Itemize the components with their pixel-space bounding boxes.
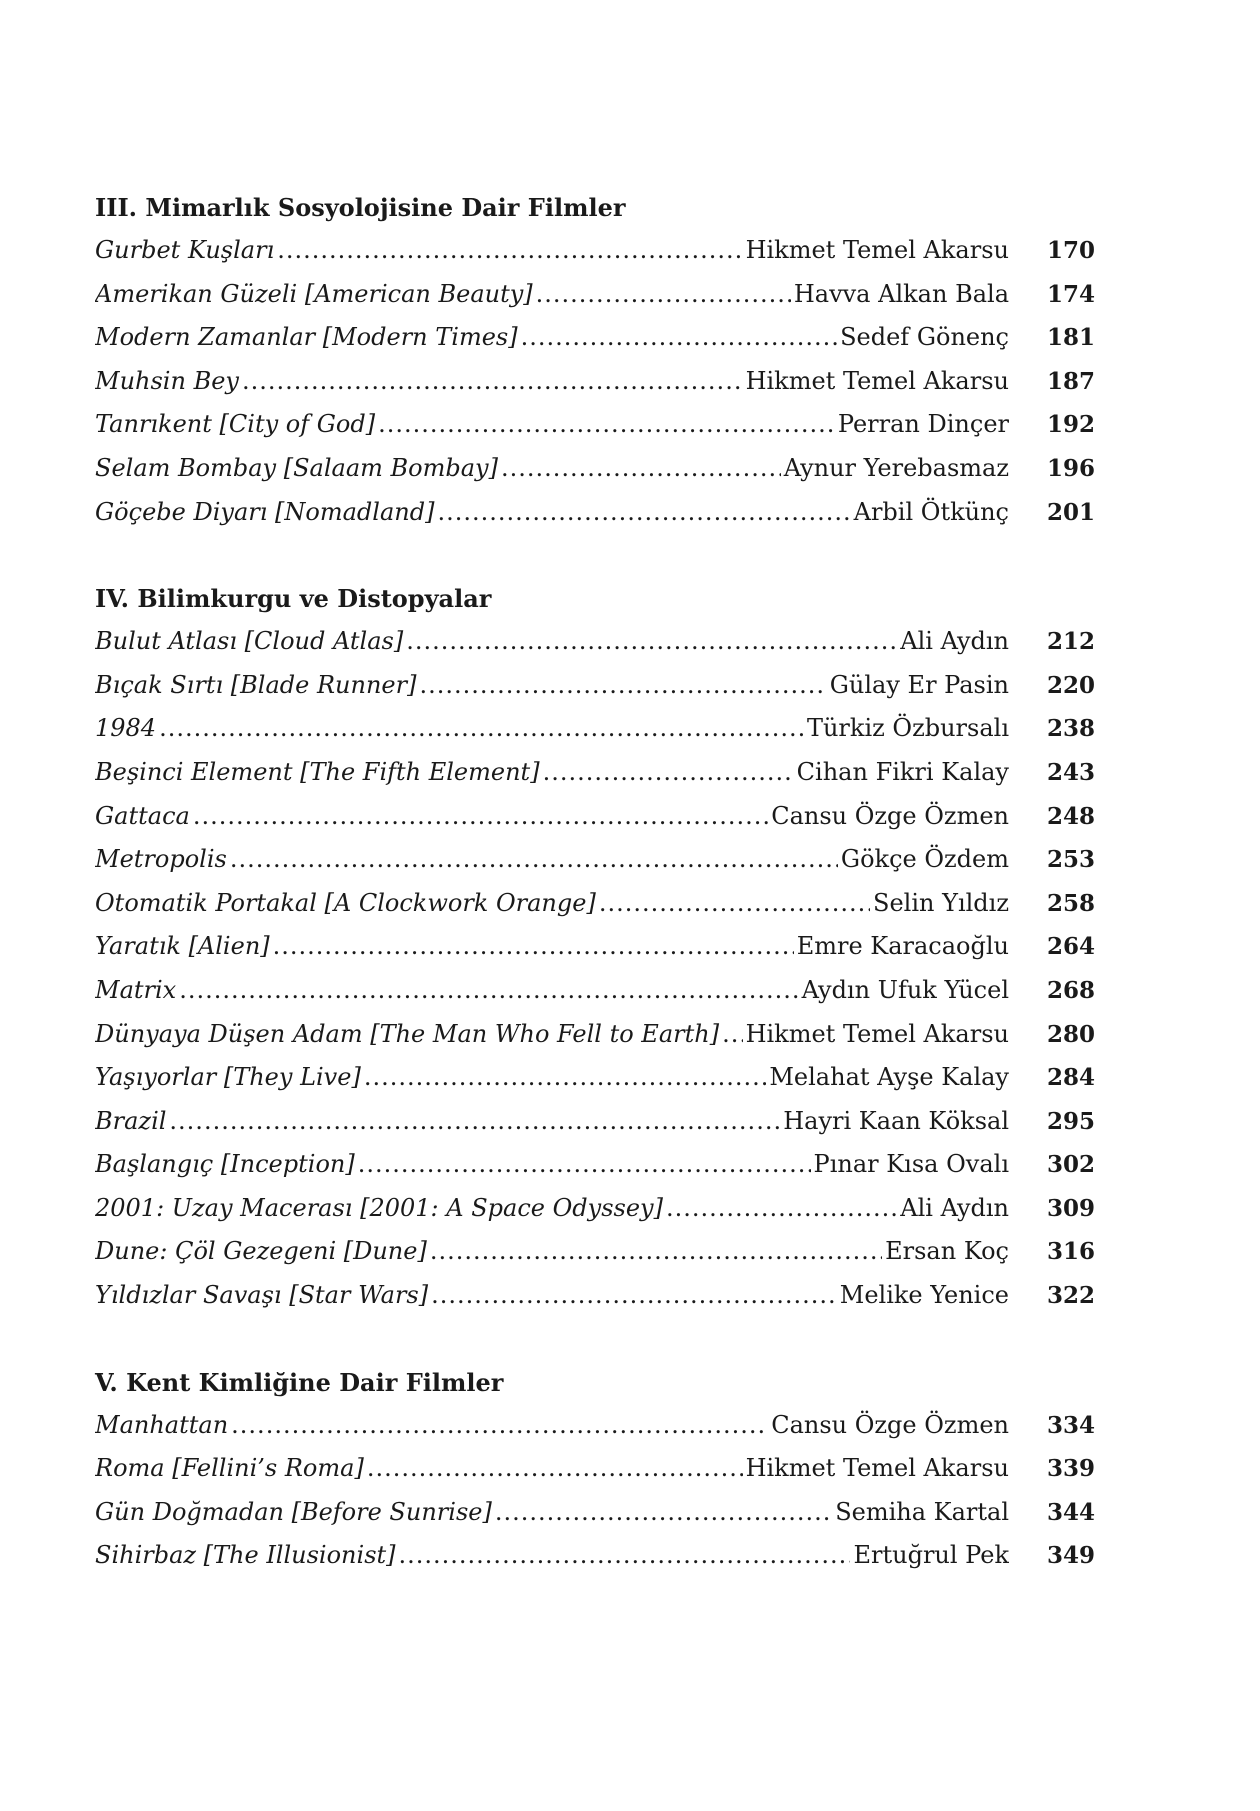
entry-line <box>95 316 1009 360</box>
toc-entry <box>95 969 1095 1013</box>
page-number: 339 <box>1046 1455 1095 1483</box>
page-number: 268 <box>1046 976 1095 1004</box>
entry-line <box>95 620 1009 664</box>
toc-entry <box>95 838 1095 882</box>
author-name: Havva Alkan Bala <box>793 279 1009 308</box>
page-number: 170 <box>1046 237 1095 264</box>
entry-line <box>95 1187 1009 1231</box>
dot-leader <box>406 620 897 664</box>
film-title: Otomatik Portakal [A Clockwork Orange] <box>95 888 596 917</box>
author-name: Aynur Yerebasmaz <box>783 453 1009 482</box>
dot-leader <box>536 273 791 317</box>
dot-leader <box>231 1404 768 1448</box>
author-name: Selin Yıldız <box>873 888 1009 917</box>
author-name: Pınar Kısa Ovalı <box>813 1150 1009 1179</box>
entry-line <box>95 1534 1009 1578</box>
dot-leader <box>230 838 838 882</box>
dot-leader <box>722 1013 743 1057</box>
author-name: Cihan Fikri Kalay <box>796 757 1009 786</box>
film-title: Başlangıç [Inception] <box>95 1150 355 1179</box>
page-number: 344 <box>1046 1498 1095 1526</box>
page-number: 349 <box>1046 1542 1095 1570</box>
film-title: Amerikan Güzeli [American Beauty] <box>95 279 533 308</box>
dot-leader <box>367 1447 743 1491</box>
film-title: Muhsin Bey <box>95 366 239 395</box>
author-name: Melahat Ayşe Kalay <box>769 1063 1009 1092</box>
dot-leader <box>501 447 781 491</box>
author-name: Perran Dinçer <box>837 410 1009 439</box>
film-title: Beşinci Element [The Fifth Element] <box>95 757 540 786</box>
entry-line <box>95 1274 1009 1318</box>
page-number: 220 <box>1046 671 1095 699</box>
author-name: Gökçe Özdem <box>840 845 1009 874</box>
dot-leader <box>159 707 804 751</box>
film-title: Gurbet Kuşları <box>95 236 275 264</box>
entry-line <box>95 1447 1009 1491</box>
section-heading: III. Mimarlık Sosyolojisine Dair Filmler <box>95 193 626 222</box>
page-number: 316 <box>1046 1238 1095 1266</box>
toc-entry <box>95 447 1095 491</box>
dot-leader <box>273 925 794 969</box>
dot-leader <box>169 1100 780 1144</box>
dot-leader <box>430 1230 882 1274</box>
toc-entry <box>95 229 1095 273</box>
toc-entry <box>95 403 1095 447</box>
film-title: Bulut Atlası [Cloud Atlas] <box>95 627 404 656</box>
author-name: Gülay Er Pasin <box>829 670 1009 699</box>
author-name: Cansu Özge Özmen <box>771 1410 1009 1439</box>
author-name: Ertuğrul Pek <box>853 1541 1009 1570</box>
author-name: Semiha Kartal <box>835 1497 1009 1526</box>
author-name: Ali Aydın <box>900 627 1009 656</box>
toc-entry <box>95 882 1095 926</box>
author-name: Hikmet Temel Akarsu <box>745 1454 1009 1483</box>
entry-line <box>95 1491 1009 1535</box>
toc-entry <box>95 491 1095 535</box>
table-of-contents <box>95 186 1095 1621</box>
dot-leader <box>431 1274 837 1318</box>
film-title: Yaratık [Alien] <box>95 932 270 961</box>
author-name: Hikmet Temel Akarsu <box>745 1019 1009 1048</box>
film-title: Gattaca <box>95 801 190 830</box>
film-title: Dünyaya Düşen Adam [The Man Who Fell to Earth] <box>95 1019 720 1048</box>
toc-section <box>95 1361 1095 1578</box>
dot-leader <box>419 664 826 708</box>
author-name: Sedef Gönenç <box>840 323 1009 352</box>
author-name: Hikmet Temel Akarsu <box>745 236 1009 264</box>
toc-entry <box>95 1447 1095 1491</box>
toc-entry <box>95 1013 1095 1057</box>
entry-line <box>95 360 1009 404</box>
author-name: Ersan Koç <box>885 1237 1009 1266</box>
film-title: Modern Zamanlar [Modern Times] <box>95 323 518 352</box>
entry-line <box>95 838 1009 882</box>
entry-line <box>95 1056 1009 1100</box>
film-title: Dune: Çöl Gezegeni [Dune] <box>95 1237 427 1266</box>
entry-line <box>95 229 1009 273</box>
dot-leader <box>495 1491 832 1535</box>
page-number: 295 <box>1046 1107 1095 1135</box>
author-name: Hikmet Temel Akarsu <box>745 366 1009 395</box>
page-number: 322 <box>1046 1282 1095 1310</box>
page-number: 284 <box>1046 1064 1095 1092</box>
entry-line <box>95 273 1009 317</box>
page-number: 334 <box>1046 1411 1095 1439</box>
toc-entry <box>95 316 1095 360</box>
toc-entry <box>95 751 1095 795</box>
entry-line <box>95 882 1009 926</box>
author-name: Türkiz Özbursalı <box>806 714 1009 743</box>
toc-entry <box>95 1230 1095 1274</box>
film-title: Yaşıyorlar [They Live] <box>95 1063 361 1092</box>
dot-leader <box>242 360 743 404</box>
dot-leader <box>521 316 838 360</box>
toc-entry <box>95 1143 1095 1187</box>
author-name: Cansu Özge Özmen <box>771 801 1009 830</box>
dot-leader <box>437 491 850 535</box>
dot-leader <box>193 795 768 839</box>
film-title: Yıldızlar Savaşı [Star Wars] <box>95 1281 429 1310</box>
author-name: Arbil Ötkünç <box>853 497 1009 526</box>
dot-leader <box>599 882 870 926</box>
film-title: Bıçak Sırtı [Blade Runner] <box>95 670 417 699</box>
toc-entry <box>95 273 1095 317</box>
page-number: 196 <box>1046 454 1095 482</box>
film-title: Matrix <box>95 975 177 1004</box>
dot-leader <box>358 1143 811 1187</box>
film-title: 2001: Uzay Macerası [2001: A Space Odyssey] <box>95 1193 663 1222</box>
toc-entry <box>95 707 1095 751</box>
toc-entry <box>95 1274 1095 1318</box>
page-number: 201 <box>1046 498 1095 526</box>
page-number: 212 <box>1046 628 1095 656</box>
toc-entry <box>95 1100 1095 1144</box>
film-title: Metropolis <box>95 845 227 874</box>
author-name: Melike Yenice <box>839 1281 1009 1310</box>
film-title: Sihirbaz [The Illusionist] <box>95 1541 396 1570</box>
entry-line <box>95 925 1009 969</box>
entry-line <box>95 1013 1009 1057</box>
film-title: Brazil <box>95 1106 167 1135</box>
film-title: Selam Bombay [Salaam Bombay] <box>95 453 498 482</box>
toc-entry <box>95 1404 1095 1448</box>
page-number: 181 <box>1046 324 1095 352</box>
dot-leader <box>399 1534 851 1578</box>
toc-entry <box>95 1534 1095 1578</box>
toc-entry <box>95 1056 1095 1100</box>
page-number: 258 <box>1046 889 1095 917</box>
page-number: 248 <box>1046 802 1095 830</box>
page-number: 192 <box>1046 411 1095 439</box>
toc-section <box>95 577 1095 1318</box>
entry-line <box>95 1100 1009 1144</box>
entry-line <box>95 664 1009 708</box>
page-number: 309 <box>1046 1194 1095 1222</box>
film-title: 1984 <box>95 714 157 743</box>
author-name: Aydın Ufuk Yücel <box>801 975 1009 1004</box>
film-title: Manhattan <box>95 1410 229 1439</box>
toc-entry <box>95 925 1095 969</box>
entry-line <box>95 447 1009 491</box>
entry-line <box>95 1230 1009 1274</box>
page-number: 253 <box>1046 846 1095 874</box>
toc-entry <box>95 795 1095 839</box>
entry-line <box>95 751 1009 795</box>
entry-line <box>95 1143 1009 1187</box>
dot-leader <box>543 751 794 795</box>
toc-section <box>95 186 1095 534</box>
toc-entry <box>95 1491 1095 1535</box>
entry-line <box>95 969 1009 1013</box>
film-title: Gün Doğmadan [Before Sunrise] <box>95 1497 492 1526</box>
dot-leader <box>666 1187 897 1231</box>
page-number: 238 <box>1046 715 1095 743</box>
entry-line <box>95 403 1009 447</box>
dot-leader <box>364 1056 767 1100</box>
toc-entry <box>95 664 1095 708</box>
film-title: Göçebe Diyarı [Nomadland] <box>95 497 435 526</box>
entry-line <box>95 491 1009 535</box>
section-heading: V. Kent Kimliğine Dair Filmler <box>95 1367 504 1397</box>
dot-leader <box>378 403 835 447</box>
author-name: Hayri Kaan Köksal <box>783 1106 1009 1135</box>
toc-entry <box>95 360 1095 404</box>
page-number: 280 <box>1046 1020 1095 1048</box>
author-name: Emre Karacaoğlu <box>796 932 1009 961</box>
dot-leader <box>277 229 742 273</box>
page-number: 302 <box>1046 1151 1095 1179</box>
toc-entry <box>95 620 1095 664</box>
film-title: Tanrıkent [City of God] <box>95 410 376 439</box>
entry-line <box>95 795 1009 839</box>
dot-leader <box>179 969 798 1013</box>
page-number: 174 <box>1046 280 1095 308</box>
entry-line <box>95 707 1009 751</box>
film-title: Roma [Fellini’s Roma] <box>95 1454 364 1483</box>
page-number: 187 <box>1046 367 1095 395</box>
page-number: 243 <box>1046 758 1095 786</box>
toc-entry <box>95 1187 1095 1231</box>
section-heading: IV. Bilimkurgu ve Distopyalar <box>95 584 492 614</box>
author-name: Ali Aydın <box>900 1193 1009 1222</box>
page-number: 264 <box>1046 933 1095 961</box>
entry-line <box>95 1404 1009 1448</box>
